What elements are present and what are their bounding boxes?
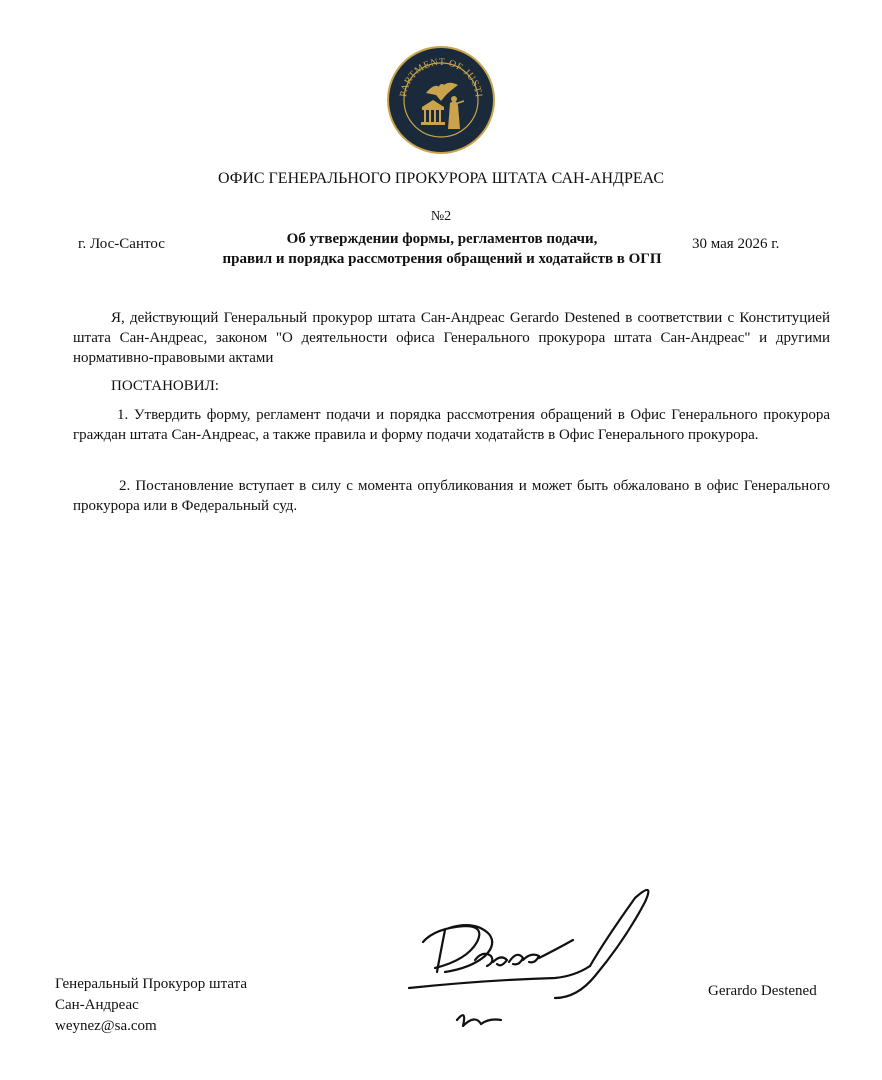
signatory-block bbox=[55, 974, 247, 1037]
document-subject bbox=[196, 229, 688, 269]
decree-item-1: 1. Утвердить форму, регламент подачи и порядка рассмотрения обращений в Офис Генерального прокурора граждан штата Сан-Андреас, а также правила и форму подачи ходатайств в Офис Генерального прокурора. bbox=[73, 407, 830, 443]
department-of-justice-seal bbox=[386, 45, 496, 155]
office-title: ОФИС ГЕНЕРАЛЬНОГО ПРОКУРОРА ШТАТА САН-АНДРЕАС bbox=[217, 170, 665, 187]
city: г. Лос-Сантос bbox=[78, 236, 165, 252]
signatory-email: weynez@sa.com bbox=[55, 1018, 157, 1034]
seal-icon bbox=[386, 45, 496, 155]
intro-paragraph: Я, действующий Генеральный прокурор штата Сан-Андреас Gerardo Destened в соответствии с Конституцией штата Сан-Андреас, законом "О деятельности офиса Генерального прокурора штата Сан-Андреас" и другими нормативно-правовыми актами bbox=[73, 310, 830, 366]
handwritten-signature bbox=[405, 880, 665, 1040]
decree-item-2: 2. Постановление вступает в силу с момента опубликования и может быть обжаловано в офис Генерального прокурора или в Федеральный суд. bbox=[73, 478, 830, 514]
decreed-heading: ПОСТАНОВИЛ: bbox=[111, 378, 219, 394]
document-date: 30 мая 2026 г. bbox=[692, 236, 780, 252]
subject-line-1: Об утверждении формы, регламентов подачи, bbox=[286, 231, 598, 247]
signature-icon bbox=[405, 880, 665, 1040]
svg-text:DEPARTMENT OF JUSTICE: PARTMENT OF JUSTI bbox=[398, 56, 484, 99]
position-line-1: Генеральный Прокурор штата bbox=[55, 976, 247, 992]
subject-line-2: правил и порядка рассмотрения обращений и ходатайств в ОГП bbox=[222, 251, 662, 267]
signatory-name: Gerardo Destened bbox=[708, 983, 817, 999]
position-line-2: Сан-Андреас bbox=[55, 997, 139, 1013]
document-number: №2 bbox=[430, 209, 452, 224]
